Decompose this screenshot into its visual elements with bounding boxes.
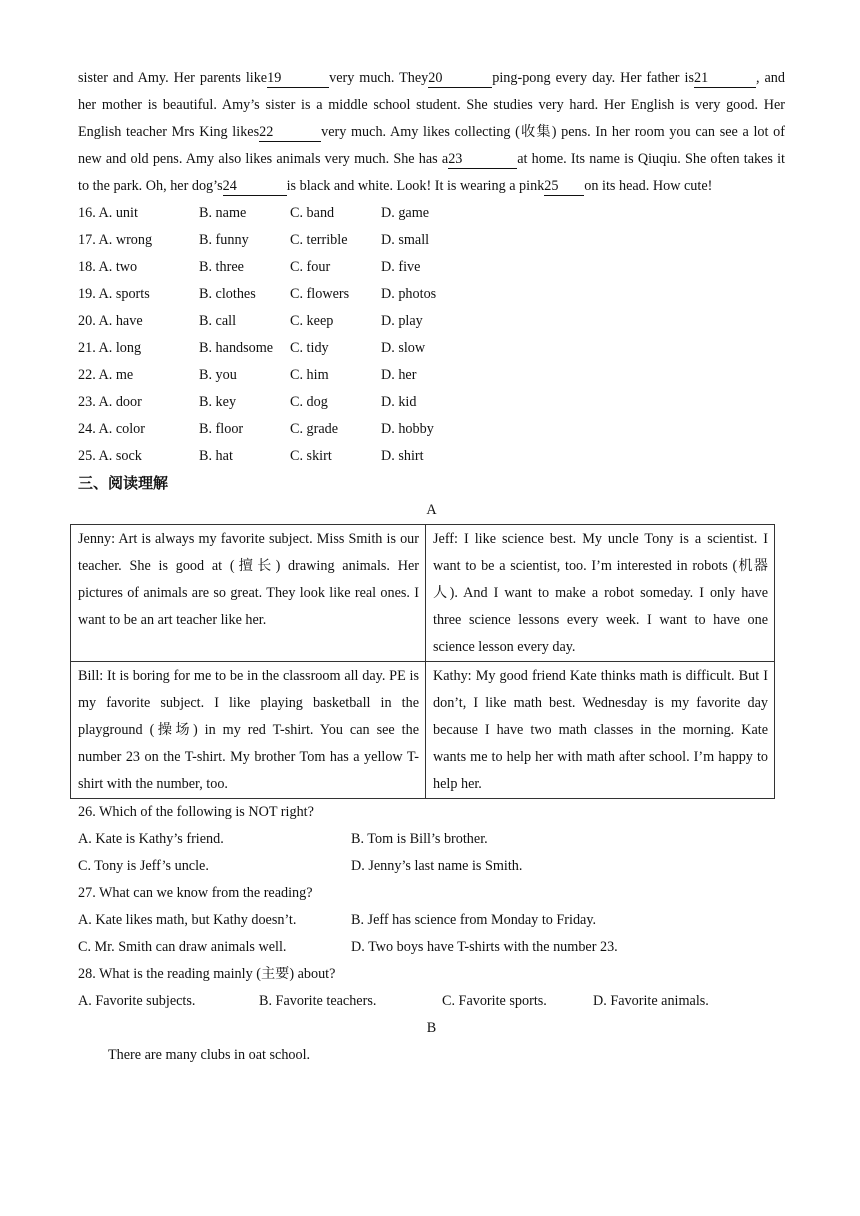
jenny-cell: Jenny: Art is always my favorite subject. Miss Smith is our teacher. She is good at (擅长) drawing animals. Her pictures of animals are so great. They look like real ones. I want to be an art teacher like her.: [71, 525, 426, 662]
table-row: [71, 525, 775, 662]
jeff-cell: Jeff: I like science best. My uncle Tony is a scientist. I want to be a scientist, too. I’m interested in robots (机器人). And I want to make a robot someday. I only have three science lessons every week. I want to have one science lesson every day.: [426, 525, 775, 662]
option-c: C. Mr. Smith can draw animals well.: [78, 939, 287, 955]
option-a: A. Kate is Kathy’s friend.: [78, 831, 224, 847]
option-b: B. you: [199, 367, 237, 383]
option-d: D. small: [381, 232, 430, 248]
option-b: B. Jeff has science from Monday to Friday.: [351, 912, 597, 928]
option-row-16: [78, 200, 785, 227]
option-d: D. photos: [381, 286, 437, 302]
option-row-25: [78, 443, 785, 470]
option-d: D. kid: [381, 394, 417, 410]
option-d: D. slow: [381, 340, 426, 356]
option-a: 23. A. door: [78, 394, 142, 410]
option-a: 21. A. long: [78, 340, 142, 356]
question-28: [78, 961, 785, 1015]
passage-a-label: A: [426, 502, 437, 518]
option-line: [78, 934, 785, 961]
section-title: 三、阅读理解: [78, 474, 169, 492]
question-stem: 28. What is the reading mainly (主要) about?: [78, 966, 336, 982]
option-d: D. five: [381, 259, 421, 275]
option-c: C. him: [290, 367, 329, 383]
cloze-text: very much. Amy likes collecting (收集) pens. In her room you can see a lot of new and old pens. Amy also likes animals very much. She has a: [78, 124, 785, 167]
option-line: [78, 988, 785, 1015]
option-c: C. band: [290, 205, 335, 221]
question-stem: 26. Which of the following is NOT right?: [78, 804, 314, 820]
option-row-18: [78, 254, 785, 281]
option-d: D. Jenny’s last name is Smith.: [351, 858, 523, 874]
cloze-text: is black and white. Look! It is wearing a pink: [286, 178, 545, 194]
option-c: C. skirt: [290, 448, 332, 464]
cloze-text: very much. They: [329, 70, 429, 86]
passage-b-text: There are many clubs in oat school.: [108, 1047, 311, 1063]
option-a: 25. A. sock: [78, 448, 142, 464]
option-b: B. Tom is Bill’s brother.: [351, 831, 488, 847]
cloze-passage: [78, 65, 785, 200]
option-d: D. game: [381, 205, 430, 221]
option-d: D. hobby: [381, 421, 434, 437]
option-a: 18. A. two: [78, 259, 138, 275]
cloze-text: at home. Its name is Qiuqiu. She often takes it to the park. Oh, her dog’s: [78, 151, 785, 194]
option-b: B. funny: [199, 232, 249, 248]
option-d: D. her: [381, 367, 417, 383]
blank-19: 19: [267, 69, 329, 88]
question-27: [78, 880, 785, 961]
option-b: B. name: [199, 205, 247, 221]
option-d: D. Two boys have T-shirts with the number 23.: [351, 939, 618, 955]
exam-page: [78, 65, 785, 1069]
kathy-cell: Kathy: My good friend Kate thinks math is difficult. But I don’t, I like math best. Wednesday is my favorite day because I have two math classes in the morning. Kate wants me to help her with math after school. I’m happy to help her.: [426, 662, 775, 799]
option-line: [78, 826, 785, 853]
blank-20: 20: [428, 69, 492, 88]
cloze-text: on its head. How cute!: [584, 178, 713, 194]
blank-21: 21: [694, 69, 756, 88]
reading-table: [70, 524, 775, 799]
option-a: 19. A. sports: [78, 286, 150, 302]
option-row-20: [78, 308, 785, 335]
option-b: B. clothes: [199, 286, 256, 302]
blank-24: 24: [223, 177, 287, 196]
question-stem: 27. What can we know from the reading?: [78, 885, 313, 901]
option-a: A. Favorite subjects.: [78, 993, 196, 1009]
option-c: C. flowers: [290, 286, 350, 302]
option-b: B. key: [199, 394, 237, 410]
option-d: D. Favorite animals.: [593, 993, 709, 1009]
blank-22: 22: [259, 123, 321, 142]
option-a: 24. A. color: [78, 421, 145, 437]
option-b: B. floor: [199, 421, 244, 437]
blank-23: 23: [448, 150, 517, 169]
option-row-24: [78, 416, 785, 443]
option-row-17: [78, 227, 785, 254]
option-a: 17. A. wrong: [78, 232, 153, 248]
option-c: C. Favorite sports.: [442, 993, 547, 1009]
option-line: [78, 907, 785, 934]
option-d: D. shirt: [381, 448, 424, 464]
cloze-text: ping-pong every day. Her father is: [492, 70, 694, 86]
option-d: D. play: [381, 313, 423, 329]
option-c: C. four: [290, 259, 331, 275]
option-c: C. grade: [290, 421, 339, 437]
option-row-23: [78, 389, 785, 416]
options-list: [78, 200, 785, 470]
option-a: 16. A. unit: [78, 205, 138, 221]
option-b: B. handsome: [199, 340, 274, 356]
option-c: C. tidy: [290, 340, 329, 356]
option-c: C. keep: [290, 313, 334, 329]
option-a: 20. A. have: [78, 313, 143, 329]
option-c: C. terrible: [290, 232, 348, 248]
option-b: B. three: [199, 259, 244, 275]
cloze-text: sister and Amy. Her parents like: [78, 70, 268, 86]
passage-b-label: B: [426, 1020, 437, 1036]
option-a: 22. A. me: [78, 367, 134, 383]
option-c: C. dog: [290, 394, 328, 410]
option-c: C. Tony is Jeff’s uncle.: [78, 858, 209, 874]
option-row-22: [78, 362, 785, 389]
option-b: B. call: [199, 313, 237, 329]
cloze-text: , and her mother is beautiful. Amy’s sister is a middle school student. She studies very hard. Her English is very good. Her English teacher Mrs King likes: [78, 70, 785, 140]
option-line: [78, 853, 785, 880]
option-a: A. Kate likes math, but Kathy doesn’t.: [78, 912, 297, 928]
bill-cell: Bill: It is boring for me to be in the classroom all day. PE is my favorite subject. I like playing basketball in the playground (操场) in my red T-shirt. You can see the number 23 on the T-shirt. My brother Tom has a yellow T-shirt with the number, too.: [71, 662, 426, 799]
option-b: B. Favorite teachers.: [259, 993, 377, 1009]
blank-25: 25: [544, 177, 584, 196]
question-26: [78, 799, 785, 880]
table-row: [71, 662, 775, 799]
option-row-21: [78, 335, 785, 362]
option-b: B. hat: [199, 448, 233, 464]
option-row-19: [78, 281, 785, 308]
